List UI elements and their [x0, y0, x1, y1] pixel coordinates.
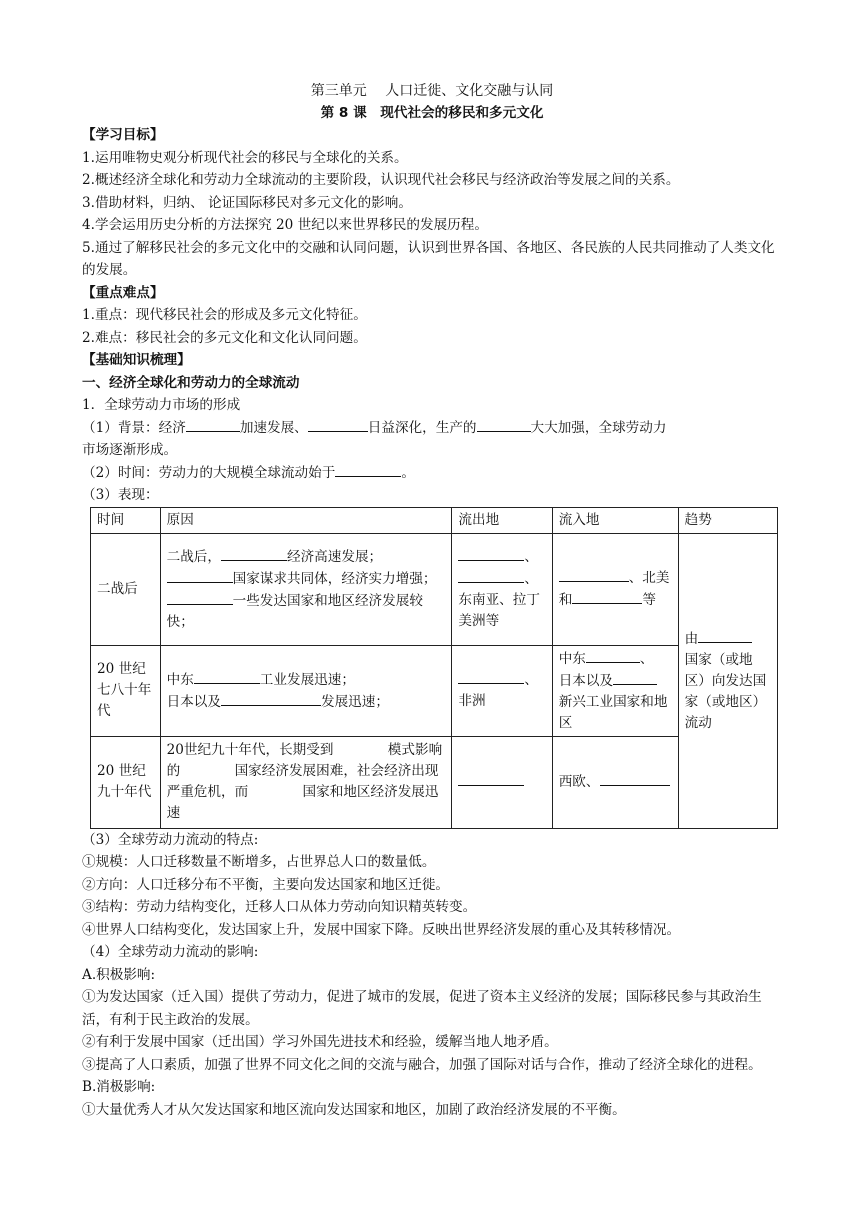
- table-row: [91, 533, 778, 645]
- positive-item: ②有利于发展中国家（迁出国）学习外国先进技术和经验，缓解当地人地矛盾。: [82, 1034, 558, 1050]
- text: 、: [639, 650, 654, 667]
- fill-blank[interactable]: [167, 590, 233, 605]
- fill-blank[interactable]: [194, 669, 260, 684]
- text: 一些发达国家和地区经济发展较快；: [166, 592, 423, 630]
- header-reason: 原因: [160, 507, 452, 533]
- positive-item: ③提高了人口素质，加强了世界不同文化之间的交流与融合，加强了国际对话与合作，推动了经济全球化的进程。: [82, 1056, 762, 1073]
- text: 。: [401, 464, 415, 481]
- header-inflow: 流入地: [552, 507, 678, 533]
- objectives-heading: 【学习目标】: [82, 127, 164, 143]
- fill-blank[interactable]: [308, 417, 368, 432]
- text: 、: [524, 571, 538, 587]
- section-title: 一、经济全球化和劳动力的全球流动: [82, 374, 300, 391]
- fill-blank[interactable]: [458, 546, 524, 561]
- time-line: [82, 462, 782, 485]
- fill-blank[interactable]: [572, 589, 642, 604]
- fill-blank[interactable]: [613, 670, 657, 685]
- feature-item: ③结构：劳动力结构变化，迁移人口从体力劳动向知识精英转变。: [82, 899, 477, 915]
- objective-item: 5.通过了解移民社会的多元文化中的交融和认同问题，认识到世界各国、各地区、各民族的人民共同推动了人类文化的发展。: [82, 239, 775, 278]
- text: （1）背景：经济: [82, 419, 186, 436]
- impacts-heading: （4）全球劳动力流动的影响:: [82, 944, 259, 960]
- text: 非洲: [458, 693, 486, 709]
- text: 由: [684, 630, 699, 647]
- feature-item: ②方向：人口迁移分布不平衡，主要向发达国家和地区迁徙。: [82, 876, 450, 893]
- table-row: [91, 645, 778, 736]
- background-line-cont: 市场逐渐形成。: [82, 442, 178, 458]
- fill-blank[interactable]: [559, 567, 629, 582]
- text: 大大加强，全球劳动力: [530, 419, 667, 436]
- text: 日本以及: [558, 672, 614, 689]
- text: 加速发展、: [239, 419, 308, 436]
- text: 日益深化，生产的: [367, 419, 477, 436]
- fill-blank[interactable]: [221, 691, 321, 706]
- text: 二战后，: [166, 548, 221, 565]
- performance-label: （3）表现：: [82, 487, 159, 503]
- table-row: [91, 736, 778, 828]
- fill-blank[interactable]: [600, 771, 670, 786]
- positive-heading: A.积极影响:: [82, 966, 156, 983]
- table-header-row: [91, 507, 778, 533]
- negative-heading: B.消极影响:: [82, 1079, 156, 1095]
- text: 、: [524, 672, 538, 688]
- text: 国家（或地区）向发达国家（或地区）流动: [684, 651, 767, 731]
- fill-blank[interactable]: [335, 462, 401, 477]
- text: 发展迅速；: [320, 693, 389, 710]
- text: 日本以及: [166, 693, 221, 710]
- objective-item: 2.概述经济全球化和劳动力全球流动的主要阶段，认识现代社会移民与经济政治等发展之间的关系。: [82, 172, 680, 188]
- labor-flow-table: [90, 507, 778, 829]
- row-reason: [160, 533, 452, 645]
- text: 东南亚、拉丁美洲等: [458, 592, 540, 629]
- objective-item: 4.学会运用历史分析的方法探究 20 世纪以来世界移民的发展历程。: [82, 217, 488, 233]
- fill-blank[interactable]: [458, 669, 524, 684]
- row-time: 20 世纪七八十年代: [91, 645, 161, 736]
- feature-item: ④世界人口结构变化，发达国家上升，发展中国家下降。反映出世界经济发展的重心及其转移情况。: [82, 921, 681, 938]
- text: 等: [642, 592, 656, 608]
- row-time: 20 世纪九十年代: [91, 736, 161, 828]
- row-reason: [160, 645, 452, 736]
- fill-blank[interactable]: [698, 628, 752, 643]
- row-outflow: [452, 736, 552, 828]
- text: 国家谋求共同体，经济实力增强；: [232, 570, 437, 587]
- basics-heading: 【基础知识梳理】: [82, 352, 191, 368]
- fill-blank[interactable]: [167, 568, 233, 583]
- text: 经济高速发展；: [286, 548, 383, 565]
- positive-item: ①为发达国家（迁入国）提供了劳动力，促进了城市的发展，促进了资本主义经济的发展；国际移民参与其政治生活，有利于民主政治的发展。: [82, 989, 762, 1028]
- text: （2）时间：劳动力的大规模全球流动始于: [82, 464, 336, 481]
- row-outflow: [452, 645, 552, 736]
- unit-title: 第三单元 人口迁徙、文化交融与认同: [310, 83, 554, 99]
- text: 和: [558, 592, 573, 608]
- row-inflow: [552, 533, 678, 645]
- key-point-item: 1.重点：现代移民社会的形成及多元文化特征。: [82, 307, 367, 323]
- fill-blank[interactable]: [186, 417, 240, 432]
- text: 中东: [166, 671, 194, 688]
- header-outflow: 流出地: [452, 507, 552, 533]
- row-outflow: [452, 533, 552, 645]
- fill-blank[interactable]: [477, 417, 531, 432]
- row-inflow: [552, 645, 678, 736]
- negative-item: ①大量优秀人才从欠发达国家和地区流向发达国家和地区，加剧了政治经济发展的不平衡。: [82, 1101, 626, 1118]
- text: 、北美: [628, 570, 670, 586]
- text: 、: [524, 549, 538, 565]
- fill-blank[interactable]: [586, 648, 640, 663]
- key-points-heading: 【重点难点】: [82, 284, 164, 301]
- header-time: 时间: [91, 507, 161, 533]
- objective-item: 3.借助材料，归纳、 论证国际移民对多元文化的影响。: [82, 194, 412, 211]
- text: 中东: [558, 650, 586, 667]
- feature-item: ①规模：人口迁移数量不断增多，占世界总人口的数量低。: [82, 854, 436, 870]
- text: 工业发展迅速；: [259, 671, 355, 688]
- objective-item: 1.运用唯物史观分析现代社会的移民与全球化的关系。: [82, 149, 408, 166]
- lesson-title: 第 8 课 现代社会的移民和多元文化: [320, 105, 544, 121]
- subsection-title: 1．全球劳动力市场的形成: [82, 397, 241, 413]
- key-point-item: 2.难点：移民社会的多元文化和文化认同问题。: [82, 329, 367, 346]
- row-inflow: [552, 736, 678, 828]
- text: 西欧、: [558, 774, 600, 790]
- document-page: [82, 80, 782, 1121]
- row-reason: 20世纪九十年代，长期受到 模式影响的 国家经济发展困难，社会经济出现严重危机，而 国家和地区经济发展迅速: [160, 736, 452, 828]
- fill-blank[interactable]: [458, 771, 524, 786]
- features-heading: （3）全球劳动力流动的特点:: [82, 831, 259, 848]
- fill-blank[interactable]: [458, 568, 524, 583]
- fill-blank[interactable]: [221, 546, 287, 561]
- background-line: [82, 417, 782, 440]
- text: 新兴工业国家和地区: [558, 693, 668, 731]
- row-time: 二战后: [91, 533, 161, 645]
- trend-cell: [678, 533, 777, 828]
- header-trend: 趋势: [678, 507, 777, 533]
